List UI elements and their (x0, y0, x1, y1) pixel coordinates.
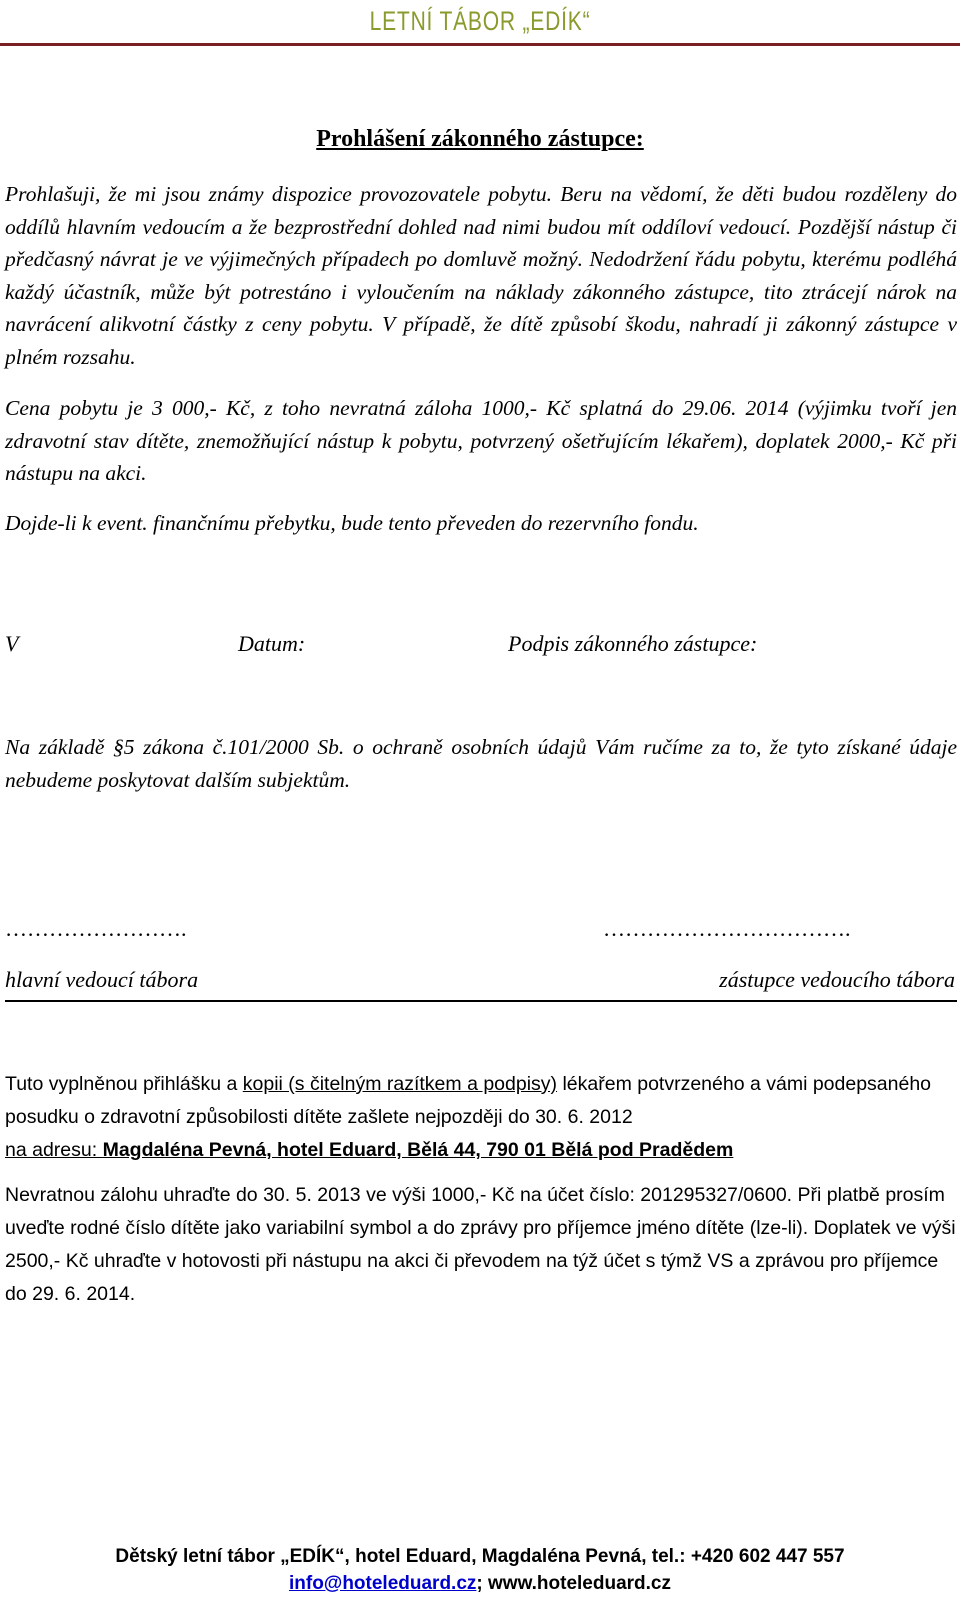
footer-separator: ; (476, 1573, 489, 1594)
leader-signature-line: ……………………. (5, 916, 187, 941)
instructions-paragraph (5, 1068, 957, 1167)
instructions-text-c: lékařem potvrzeného a vámi podepsaného posudku o zdravotní způsobilosti dítěte zašlete nejpozději do 30. 6. 2012 (5, 1073, 932, 1128)
instructions-copy-note: kopii (s čitelným razítkem a podpisy) (242, 1073, 558, 1095)
instructions-text-a: Tuto vyplněnou přihlášku a (5, 1073, 243, 1095)
payment-paragraph: Nevratnou zálohu uhraďte do 30. 5. 2013 ve výši 1000,- Kč na účet číslo: 201295327/0600. Při platbě prosím uveďte rodné číslo dítěte jako variabilní symbol a do zprávy pro příjemce jméno dítěte (lze-li). Doplatek ve výši 2500,- Kč uhraďte v hotovosti při nástupu na akci či převodem na týž účet s týmž VS a zprávou pro příjemce do 29. 6. 2014. (5, 1184, 956, 1305)
website-link[interactable]: www.hoteleduard.cz (488, 1573, 672, 1594)
surplus-paragraph: Dojde-li k event. finančnímu přebytku, bude tento převeden do rezervního fondu. (5, 511, 699, 535)
date-label: Datum: (238, 631, 306, 656)
signature-divider (5, 1000, 957, 1002)
signature-label: Podpis zákonného zástupce: (508, 631, 758, 656)
leader-role: hlavní vedoucí tábora (5, 967, 199, 992)
price-paragraph: Cena pobytu je 3 000,- Kč, z toho nevratná záloha 1000,- Kč splatná do 29.06. 2014 (výjimku tvoří jen zdravotní stav dítěte, znemožňující nástup k pobytu, potvrzený ošetřujícím lékařem), doplatek 2000,- Kč při nástupu na akci. (5, 396, 957, 485)
email-link[interactable]: info@hoteleduard.cz (288, 1573, 477, 1594)
gdpr-paragraph: Na základě §5 zákona č.101/2000 Sb. o ochraně osobních údajů Vám ručíme za to, že tyto získané údaje nebudeme poskytovat dalším subjektům. (5, 735, 957, 792)
deputy-signature-line: ……………………………. (603, 916, 851, 941)
place-label: V (5, 631, 19, 656)
declaration-paragraph: Prohlašuji, že mi jsou známy dispozice provozovatele pobytu. Beru na vědomí, že děti budou rozděleny do oddílů hlavním vedoucím a že bezprostřední dohled nad nimi budou mít oddíloví vedoucí. Pozdější nástup či předčasný návrat je ve výjimečných případech po domluvě možný. Nedodržení řádu pobytu, kterému podléhá každý účastník, může být potrestáno i vyloučením na náklady zákonného zástupce, tito ztrácejí nárok na navrácení alikvotní částky z ceny pobytu. V případě, že dítě způsobí škodu, nahradí ji zákonný zástupce v plném rozsahu. (5, 182, 957, 369)
footer-links (0, 1573, 960, 1595)
header-divider (0, 43, 960, 46)
header-brand: LETNÍ TÁBOR „EDÍK“ (369, 6, 591, 36)
document-title: Prohlášení zákonného zástupce: (316, 126, 644, 152)
deputy-role: zástupce vedoucího tábora (719, 967, 955, 992)
mailing-address: Magdaléna Pevná, hotel Eduard, Bělá 44, 790 01 Bělá pod Pradědem (102, 1139, 734, 1161)
footer-contact: Dětský letní tábor „EDÍK“, hotel Eduard, Magdaléna Pevná, tel.: +420 602 447 557 (115, 1546, 845, 1567)
address-label: na adresu: (5, 1139, 103, 1161)
